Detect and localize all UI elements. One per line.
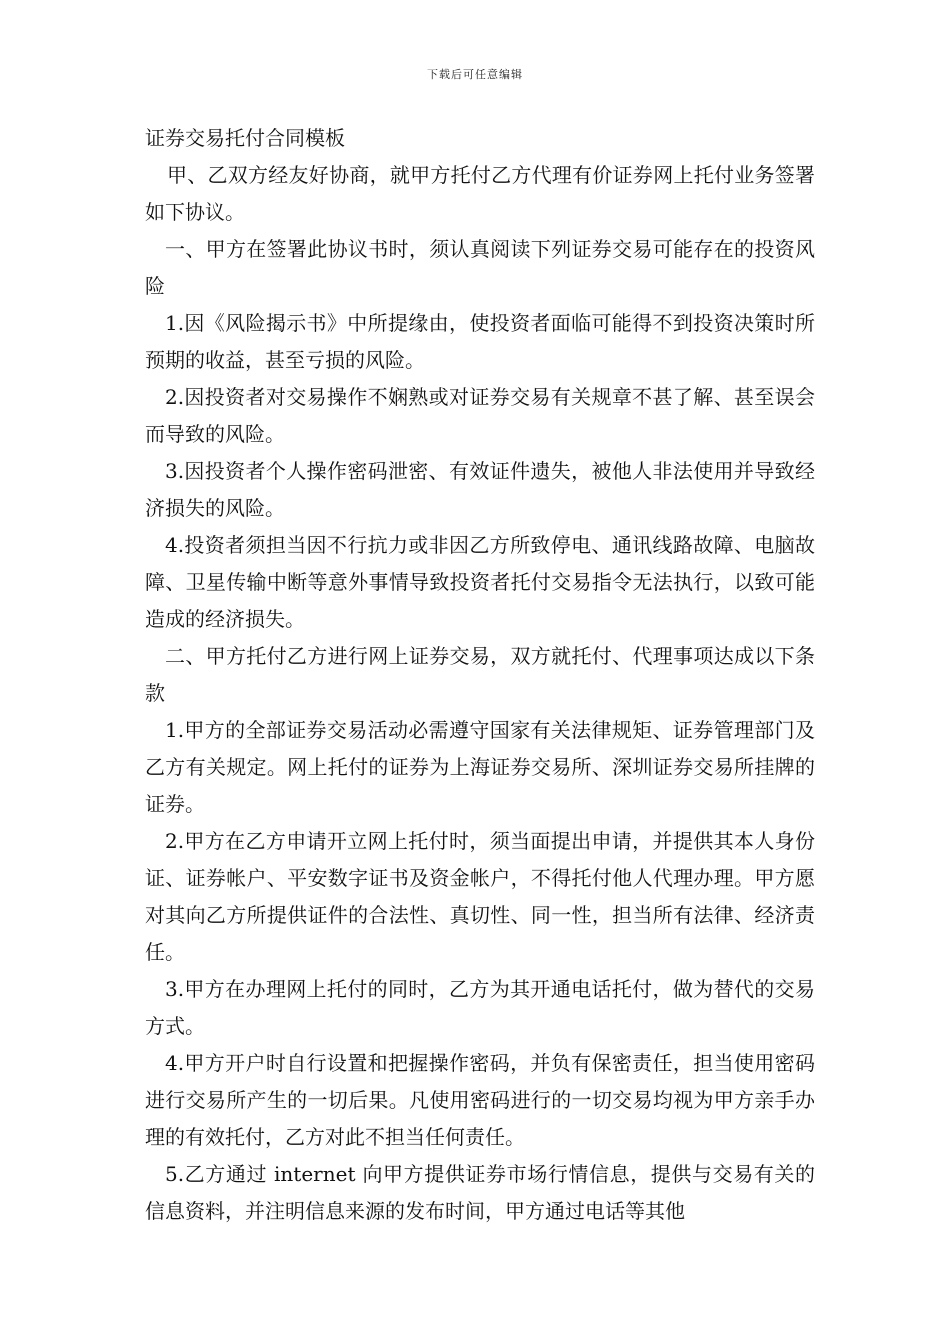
list-item: 5.乙方通过 internet 向甲方提供证券市场行情信息，提供与交易有关的信息资料，并注明信息来源的发布时间，甲方通过电话等其他 [145,1162,815,1223]
list-item: 1.因《风险揭示书》中所提缘由，使投资者面临可能得不到投资决策时所预期的收益，甚至亏损的风险。 [145,311,815,372]
paragraph-intro: 甲、乙双方经友好协商，就甲方托付乙方代理有价证券网上托付业务签署如下协议。 [145,163,815,224]
document-body [145,120,815,1230]
list-item: 2.因投资者对交易操作不娴熟或对证券交易有关规章不甚了解、甚至误会而导致的风险。 [145,385,815,446]
list-item: 4.投资者须担当因不行抗力或非因乙方所致停电、通讯线路故障、电脑故障、卫星传输中断等意外事情导致投资者托付交易指令无法执行，以致可能造成的经济损失。 [145,533,815,631]
list-item: 4.甲方开户时自行设置和把握操作密码，并负有保密责任，担当使用密码进行交易所产生的一切后果。凡使用密码进行的一切交易均视为甲方亲手办理的有效托付，乙方对此不担当任何责任。 [145,1051,815,1149]
list-item: 3.甲方在办理网上托付的同时，乙方为其开通电话托付，做为替代的交易方式。 [145,977,815,1038]
document-title: 证券交易托付合同模板 [145,126,345,150]
list-item: 2.甲方在乙方申请开立网上托付时，须当面提出申请，并提供其本人身份证、证券帐户、平安数字证书及资金帐户，不得托付他人代理办理。甲方愿对其向乙方所提供证件的合法性、真切性、同一性，担当所有法律、经济责任。 [145,829,815,964]
header-note: 下载后可任意编辑 [427,68,523,81]
section-heading-2: 二、甲方托付乙方进行网上证券交易，双方就托付、代理事项达成以下条款 [145,644,815,705]
section-heading-1: 一、甲方在签署此协议书时，须认真阅读下列证券交易可能存在的投资风险 [145,237,815,298]
list-item: 3.因投资者个人操作密码泄密、有效证件遗失，被他人非法使用并导致经济损失的风险。 [145,459,815,520]
list-item: 1.甲方的全部证券交易活动必需遵守国家有关法律规矩、证券管理部门及乙方有关规定。网上托付的证券为上海证券交易所、深圳证券交易所挂牌的证券。 [145,718,815,816]
